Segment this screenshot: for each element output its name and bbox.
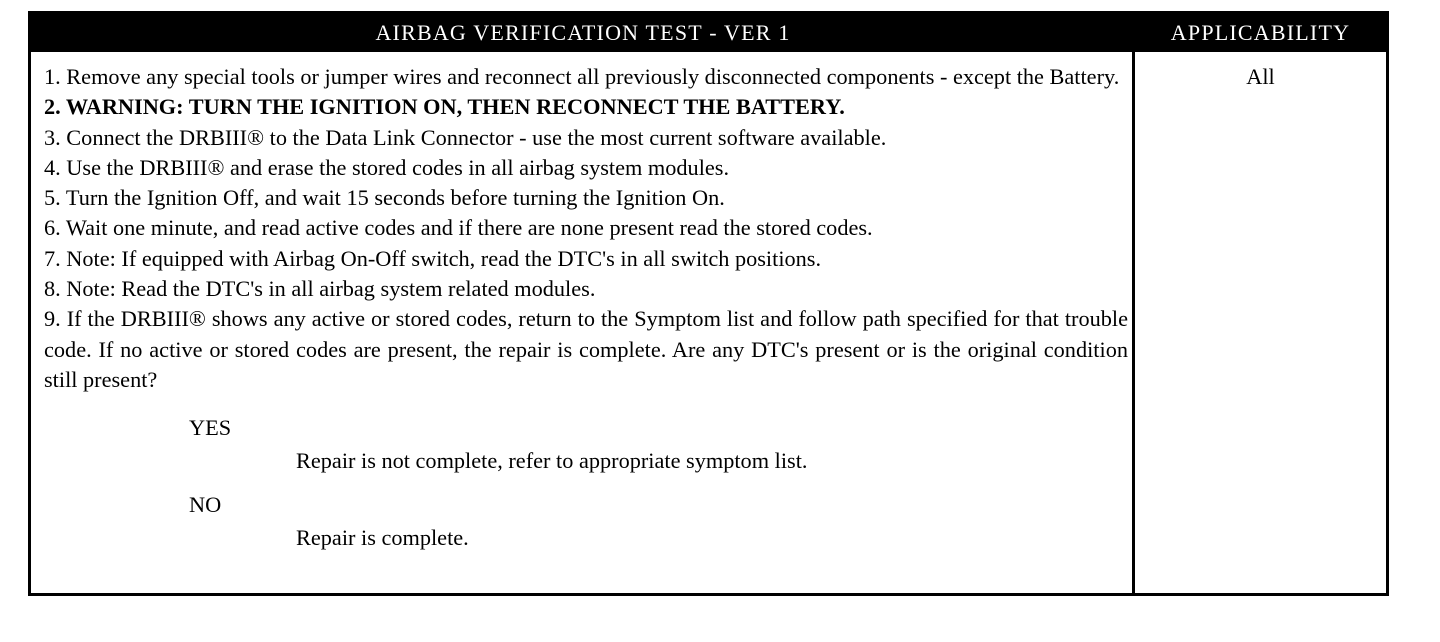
table-header	[31, 14, 1386, 52]
step-7: 7. Note: If equipped with Airbag On-Off switch, read the DTC's in all switch positions.	[44, 245, 822, 271]
step-6: 6. Wait one minute, and read active codes and if there are none present read the stored codes.	[44, 215, 873, 241]
applicability-cell: All	[1246, 64, 1275, 89]
table-body	[31, 52, 1386, 593]
yes-result: Repair is not complete, refer to appropriate symptom list.	[296, 448, 808, 474]
step-4: 4. Use the DRBIII® and erase the stored codes in all airbag system modules.	[44, 154, 730, 180]
step-5: 5. Turn the Ignition Off, and wait 15 seconds before turning the Ignition On.	[44, 185, 725, 211]
no-label: NO	[189, 492, 222, 518]
yes-label: YES	[189, 415, 232, 441]
step-2-warning: 2. WARNING: TURN THE IGNITION ON, THEN RECONNECT THE BATTERY.	[44, 94, 845, 120]
step-1: 1. Remove any special tools or jumper wires and reconnect all previously disconnected components - except the Battery.	[44, 64, 1120, 89]
step-3: 3. Connect the DRBIII® to the Data Link Connector - use the most current software available.	[44, 124, 887, 150]
step-9: 9. If the DRBIII® shows any active or stored codes, return to the Symptom list and follow path specified for that trouble code. If no active or stored codes are present, the repair is complete. Are any DTC's present or is the original condition still present?	[44, 306, 1128, 392]
table-title: AIRBAG VERIFICATION TEST - VER 1	[375, 20, 791, 45]
applicability-header: APPLICABILITY	[1170, 20, 1351, 45]
airbag-verification-table	[28, 11, 1389, 596]
step-8: 8. Note: Read the DTC's in all airbag system related modules.	[44, 276, 596, 302]
answer-block	[44, 413, 1128, 555]
procedure-cell	[31, 52, 1135, 593]
no-result: Repair is complete.	[296, 525, 469, 551]
